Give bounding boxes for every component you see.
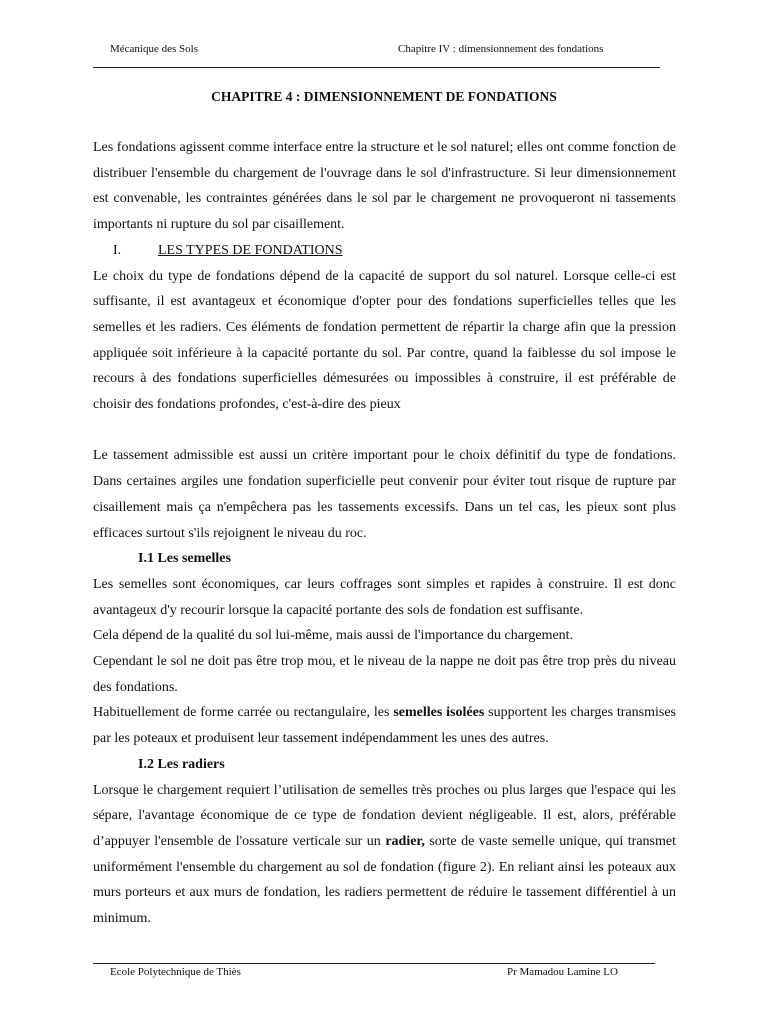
text-run: supportent les charges transmises par les poteaux et produisent leur tassement indépendamment les unes des autres. bbox=[93, 705, 676, 747]
footer-rule bbox=[93, 963, 655, 964]
intro-paragraph: Les fondations agissent comme interface entre la structure et le sol naturel; elles ont comme fonction de distribuer l'ensemble du chargement de l'ouvrage dans le sol d'infrastructure. Si leur dimensionnement est convenable, les contraintes générées dans le sol par le chargement ne provoqueront ni tassements importants ni rupture du sol par cisaillement. bbox=[93, 140, 676, 233]
footer-left: Ecole Polytechnique de Thiès bbox=[110, 966, 241, 978]
chapter-title: CHAPITRE 4 : DIMENSIONNEMENT DE FONDATIONS bbox=[211, 89, 557, 104]
semelles-paragraph-3: Cependant le sol ne doit pas être trop mou, et le niveau de la nappe ne doit pas être trop près du niveau des fondations. bbox=[93, 654, 676, 695]
section-paragraph-1: Le choix du type de fondations dépend de la capacité de support du sol naturel. Lorsque celle-ci est suffisante, il est avantageux et économique d'opter pour des fondations superficielles telles que les semelles et les radiers. Ces éléments de fondation permettent de répartir la charge afin que la pression appliquée soit inférieure à la capacité portante du sol. Par contre, quand la faiblesse du sol impose le recours à des fondations superficielles démesurées ou impossibles à construire, il est préférable de choisir des fondations profondes, c'est-à-dire des pieux bbox=[93, 268, 676, 413]
header-rule bbox=[93, 67, 660, 68]
semelles-paragraph-4 bbox=[93, 700, 676, 751]
semelles-paragraph-2: Cela dépend de la qualité du sol lui-même, mais aussi de l'importance du chargement. bbox=[93, 628, 574, 644]
text-run: Lorsque le chargement requiert l’utilisation de semelles très proches ou plus larges que l'espace qui les sépare, l'avantage économique de ce type de fondation devient négligeable. Il est, alors, préférable d’appuyer l'ensemble de l'ossature verticale sur un bbox=[93, 782, 676, 849]
section-title: LES TYPES DE FONDATIONS bbox=[158, 242, 343, 258]
footer-right: Pr Mamadou Lamine LO bbox=[507, 966, 618, 978]
header-left: Mécanique des Sols bbox=[110, 43, 198, 55]
semelles-paragraph-1: Les semelles sont économiques, car leurs coffrages sont simples et rapides à construire. Il est donc avantageux d'y recourir lorsque la capacité portante des sols de fondation est suffisante. bbox=[93, 576, 676, 618]
text-run: Habituellement de forme carrée ou rectangulaire, les bbox=[93, 705, 394, 721]
document-body bbox=[93, 135, 676, 932]
section-number: I. bbox=[113, 242, 122, 258]
section-heading bbox=[93, 238, 676, 264]
radiers-paragraph-1 bbox=[93, 778, 676, 932]
bold-term: semelles isolées bbox=[393, 705, 485, 721]
header-right: Chapitre IV : dimensionnement des fondations bbox=[398, 43, 604, 55]
subsection-title-semelles: I.1 Les semelles bbox=[138, 551, 231, 567]
bold-term: radier, bbox=[385, 833, 425, 849]
paragraph-gap bbox=[93, 418, 676, 444]
section-paragraph-2: Le tassement admissible est aussi un critère important pour le choix définitif du type de fondations. Dans certaines argiles une fondation superficielle peut convenir pour éviter tout risque de rupture par cisaillement mais ça n'empêchera pas les tassements excessifs. Dans un tel cas, les pieux sont plus efficaces surtout s'ils rejoignent le niveau du roc. bbox=[93, 448, 676, 541]
text-run: sorte de vaste semelle unique, qui transmet uniformément l'ensemble du chargement au sol de fondation (figure 2). En reliant ainsi les poteaux aux murs porteurs et aux murs de fondation, les radiers permettent de réduire le tassement différentiel à un minimum. bbox=[93, 833, 676, 927]
subsection-title-radiers: I.2 Les radiers bbox=[138, 756, 225, 772]
